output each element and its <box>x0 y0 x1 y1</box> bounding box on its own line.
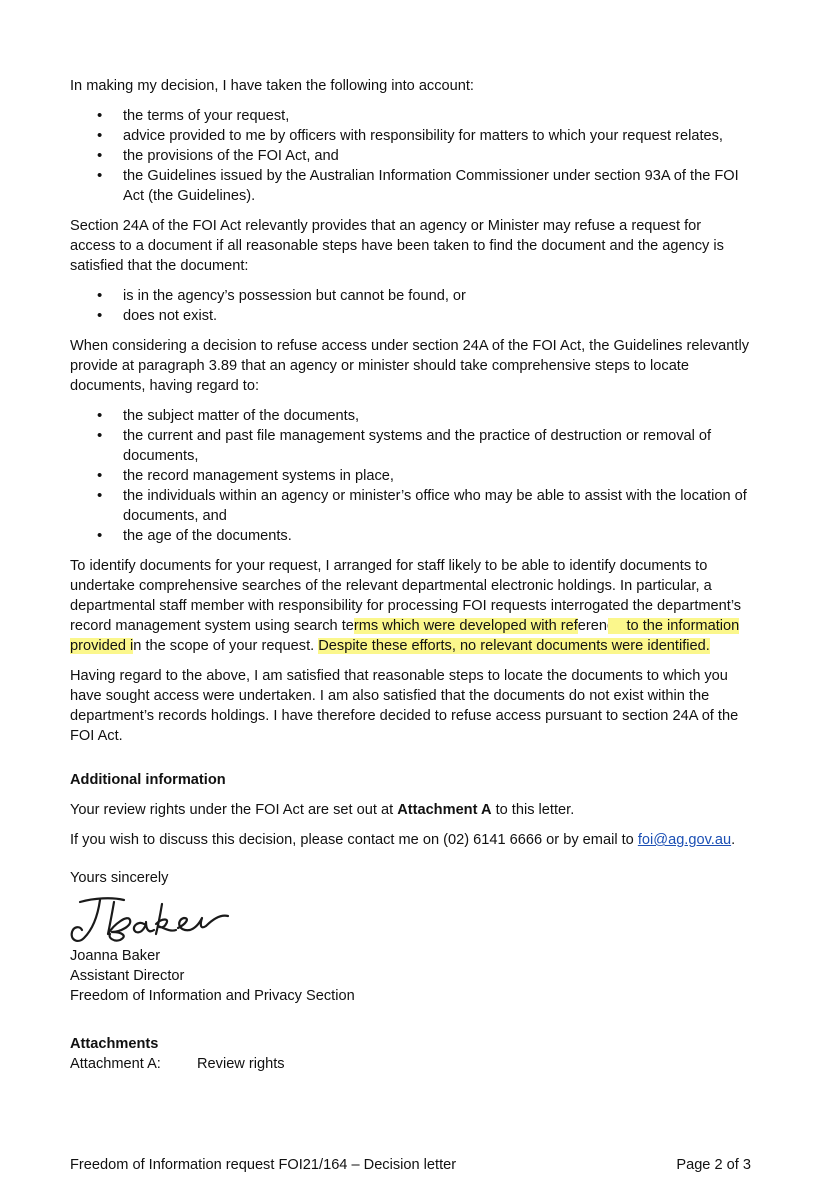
list-item: • the individuals within an agency or minister’s office who may be able to assist with the location of documents, and <box>70 486 750 526</box>
list-item: • does not exist. <box>70 306 750 326</box>
search-text: To identify documents for your request, I arranged for staff likely to be able to identify documents to undertake comprehensive searches of the relevant departmental electronic holdings. In particular, a departmental staff member with responsibility for processing FOI requests interrogated the department’s record management system using search te <box>70 558 742 634</box>
page-number: Page 2 of 3 <box>676 1157 751 1173</box>
signatory-section: Freedom of Information and Privacy Section <box>70 988 355 1004</box>
highlighted-text: to the information provided i <box>70 618 740 654</box>
signatory-name: Joanna Baker <box>70 948 161 964</box>
signature <box>66 894 750 946</box>
contact-text: . <box>731 832 736 848</box>
section-24a-paragraph: Section 24A of the FOI Act relevantly provides that an agency or Minister may refuse a request for access to a document if all reasonable steps have been taken to find the document and the agency is satisfied that the document: <box>70 218 724 274</box>
list-item: • the current and past file management systems and the practice of destruction or removal of documents, <box>70 426 750 466</box>
footer-reference: Freedom of Information request FOI21/164 – Decision letter <box>70 1157 457 1173</box>
attachment-value: Review rights <box>197 1056 285 1072</box>
attachments-heading: Attachments <box>70 1036 159 1052</box>
attachment-label: Attachment A: <box>70 1056 161 1072</box>
list-item: • the record management systems in place, <box>70 466 750 486</box>
contact-text: If you wish to discuss this decision, please contact me on (02) 6141 6666 or by email to <box>70 832 638 848</box>
section-24a-list <box>70 286 750 326</box>
search-paragraph <box>70 556 750 656</box>
review-text: to this letter. <box>491 802 575 818</box>
intro-text: In making my decision, I have taken the following into account: <box>70 78 474 94</box>
letter-page <box>70 76 750 1074</box>
search-text: n the scope of your request. <box>133 638 319 654</box>
list-item: • the subject matter of the documents, <box>70 406 750 426</box>
list-item: • the terms of your request, <box>70 106 750 126</box>
attachment-row <box>70 1054 750 1074</box>
signatory-title: Assistant Director <box>70 968 185 984</box>
guidelines-paragraph: When considering a decision to refuse access under section 24A of the FOI Act, the Guidelines relevantly provide at paragraph 3.89 that an agency or minister should take comprehensive steps to locate documents, having regard to: <box>70 338 749 394</box>
highlighted-text: Despite these efforts, no relevant documents were identified. <box>318 638 710 654</box>
considerations-list <box>70 106 750 206</box>
list-item: • is in the agency’s possession but cannot be found, or <box>70 286 750 306</box>
closing-text: Yours sincerely <box>70 870 169 886</box>
additional-info-heading: Additional information <box>70 772 226 788</box>
list-item: • advice provided to me by officers with responsibility for matters to which your request relates, <box>70 126 750 146</box>
signature-icon <box>66 894 236 946</box>
contact-paragraph <box>70 830 750 850</box>
highlighted-text: rms which were developed with ref <box>353 618 578 634</box>
list-item: • the age of the documents. <box>70 526 750 546</box>
search-text: erence <box>577 618 627 634</box>
review-text: Your review rights under the FOI Act are set out at <box>70 802 398 818</box>
list-item: • the Guidelines issued by the Australian Information Commissioner under section 93A of the FOI Act (the Guidelines). <box>70 166 750 206</box>
page-footer <box>70 1155 751 1175</box>
email-link[interactable]: foi@ag.gov.au <box>637 832 732 848</box>
attachment-ref: Attachment A <box>397 802 492 818</box>
list-item: • the provisions of the FOI Act, and <box>70 146 750 166</box>
guidelines-list <box>70 406 750 546</box>
conclusion-paragraph: Having regard to the above, I am satisfied that reasonable steps to locate the documents to which you have sought access were undertaken. I am also satisfied that the documents do not exist within the department’s records holdings. I have therefore decided to refuse access pursuant to section 24A of the FOI Act. <box>70 668 739 744</box>
review-rights-paragraph <box>70 800 750 820</box>
